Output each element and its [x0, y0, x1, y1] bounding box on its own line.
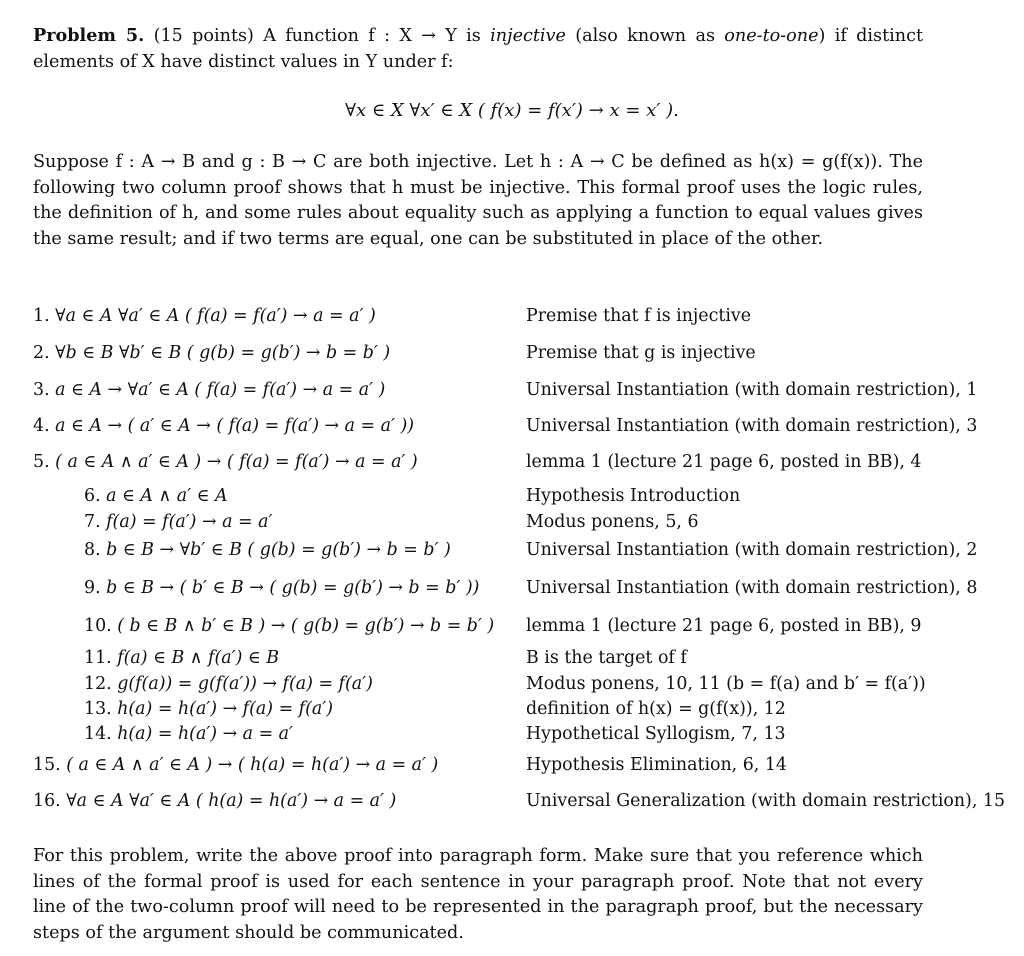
proof-line [0, 306, 1024, 336]
proof-line-number: 8. [84, 540, 107, 560]
proof-justification: Modus ponens, 10, 11 (b = f(a) and b′ = f(a′)) [526, 674, 926, 694]
proof-line-number: 12. [84, 674, 118, 694]
proof-statement [33, 343, 390, 363]
problem-points: (15 points) [153, 26, 254, 46]
proof-justification: Universal Instantiation (with domain restriction), 1 [526, 380, 978, 400]
proof-justification: Premise that g is injective [526, 343, 756, 363]
proof-statement [33, 416, 414, 436]
proof-justification: Universal Instantiation (with domain restriction), 8 [526, 578, 978, 598]
proof-statement [33, 755, 438, 775]
proof-justification: Universal Generalization (with domain restriction), 15 [526, 791, 1006, 811]
proof-formula: a ∈ A → ( a′ ∈ A → ( f(a) = f(a′) → a = a′ )) [55, 416, 415, 436]
proof-line [0, 724, 1024, 754]
intro-sentence-post: ) if distinct elements of X have distinct values in Y under f: [33, 26, 924, 72]
proof-line-number: 2. [33, 343, 56, 363]
proof-statement [33, 380, 385, 400]
proof-formula: f(a) = f(a′) → a = a′ [106, 512, 273, 532]
proof-line [0, 512, 1024, 542]
proof-line-number: 4. [33, 416, 56, 436]
proof-justification: Hypothetical Syllogism, 7, 13 [526, 724, 786, 744]
proof-line [0, 791, 1024, 821]
term-one-to-one: one-to-one [724, 26, 819, 46]
injective-definition-formula: ∀x ∈ X ∀x′ ∈ X ( f(x) = f(x′) → x = x′ ). [345, 100, 679, 121]
proof-statement [84, 674, 373, 694]
term-injective: injective [490, 26, 566, 46]
intro-also-known: (also known as [575, 26, 715, 46]
proof-justification: Universal Instantiation (with domain restriction), 2 [526, 540, 978, 560]
proof-justification: lemma 1 (lecture 21 page 6, posted in BB), 4 [526, 452, 922, 472]
proof-formula: ∀b ∈ B ∀b′ ∈ B ( g(b) = g(b′) → b = b′ ) [55, 343, 391, 363]
proof-line-number: 5. [33, 452, 56, 472]
proof-statement [84, 486, 228, 506]
proof-justification: lemma 1 (lecture 21 page 6, posted in BB), 9 [526, 616, 922, 636]
proof-formula: ∀a ∈ A ∀a′ ∈ A ( h(a) = h(a′) → a = a′ ) [66, 791, 397, 811]
proof-formula: ( a ∈ A ∧ a′ ∈ A ) → ( f(a) = f(a′) → a = a′ ) [55, 452, 418, 472]
proof-line-number: 7. [84, 512, 107, 532]
proof-statement [33, 791, 396, 811]
proof-line [0, 616, 1024, 646]
proof-statement [33, 306, 376, 326]
proof-statement [84, 540, 451, 560]
proof-justification: Hypothesis Elimination, 6, 14 [526, 755, 787, 775]
proof-line-number: 15. [33, 755, 67, 775]
proof-justification: Hypothesis Introduction [526, 486, 741, 506]
proof-line [0, 416, 1024, 446]
proof-formula: b ∈ B → ( b′ ∈ B → ( g(b) = g(b′) → b = b′ )) [106, 578, 480, 598]
proof-formula: ( a ∈ A ∧ a′ ∈ A ) → ( h(a) = h(a′) → a = a′ ) [66, 755, 439, 775]
problem-label: Problem 5. [33, 25, 145, 46]
proof-statement [84, 578, 479, 598]
proof-formula: a ∈ A → ∀a′ ∈ A ( f(a) = f(a′) → a = a′ ) [55, 380, 386, 400]
proof-line-number: 6. [84, 486, 107, 506]
proof-justification: B is the target of f [526, 648, 687, 668]
proof-formula: b ∈ B → ∀b′ ∈ B ( g(b) = g(b′) → b = b′ ) [106, 540, 451, 560]
proof-justification: definition of h(x) = g(f(x)), 12 [526, 699, 786, 719]
proof-statement [84, 648, 279, 668]
proof-line [0, 578, 1024, 608]
proof-formula: ( b ∈ B ∧ b′ ∈ B ) → ( g(b) = g(b′) → b = b′ ) [117, 616, 495, 636]
proof-line-number: 11. [84, 648, 118, 668]
proof-line-number: 3. [33, 380, 56, 400]
problem-intro [33, 23, 923, 75]
proof-justification: Universal Instantiation (with domain restriction), 3 [526, 416, 978, 436]
proof-justification: Modus ponens, 5, 6 [526, 512, 699, 532]
proof-statement [33, 452, 418, 472]
proof-line-number: 1. [33, 306, 56, 326]
proof-line-number: 10. [84, 616, 118, 636]
intro-sentence-pre: A function f : X → Y is [263, 26, 481, 46]
proof-formula: h(a) = h(a′) → f(a) = f(a′) [117, 699, 333, 719]
proof-formula: a ∈ A ∧ a′ ∈ A [106, 486, 228, 506]
proof-statement [84, 616, 494, 636]
proof-line-number: 14. [84, 724, 118, 744]
proof-statement [84, 512, 272, 532]
proof-line [0, 540, 1024, 570]
proof-line-number: 13. [84, 699, 118, 719]
proof-line [0, 755, 1024, 785]
proof-justification: Premise that f is injective [526, 306, 752, 326]
proof-line-number: 9. [84, 578, 107, 598]
proof-line [0, 452, 1024, 482]
setup-paragraph: Suppose f : A → B and g : B → C are both injective. Let h : A → C be defined as h(x) = g(f(x)). The following two column proof shows that h must be injective. This formal proof uses the logic rules, the definition of h, and some rules about equality such as applying a function to equal values gives the same result; and if two terms are equal, one can be substituted in place of the other. [33, 152, 923, 249]
proof-line-number: 16. [33, 791, 67, 811]
proof-statement [84, 699, 333, 719]
proof-formula: ∀a ∈ A ∀a′ ∈ A ( f(a) = f(a′) → a = a′ ) [55, 306, 376, 326]
proof-formula: g(f(a)) = g(f(a′)) → f(a) = f(a′) [117, 674, 373, 694]
proof-line [0, 343, 1024, 373]
proof-formula: h(a) = h(a′) → a = a′ [117, 724, 293, 744]
task-paragraph: For this problem, write the above proof into paragraph form. Make sure that you reference which lines of the formal proof is used for each sentence in your paragraph proof. Note that not every line of the two-column proof will need to be represented in the paragraph proof, but the necessary steps of the argument should be communicated. [33, 846, 923, 943]
proof-statement [84, 724, 293, 744]
proof-formula: f(a) ∈ B ∧ f(a′) ∈ B [117, 648, 280, 668]
proof-line [0, 380, 1024, 410]
